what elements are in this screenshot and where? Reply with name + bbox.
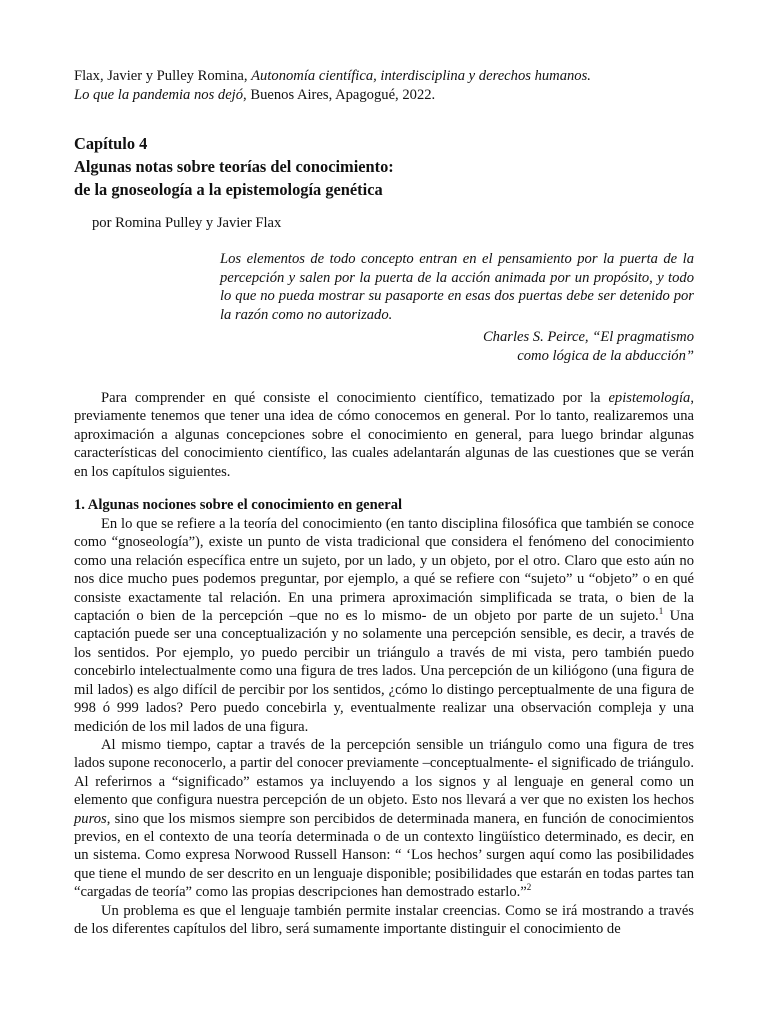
citation-book-title: Autonomía científica, interdisciplina y derechos humanos. [251,68,591,84]
intro-text-1: Para comprender en qué consiste el conocimiento científico, tematizado por la [101,390,609,406]
footnote-ref-2[interactable]: 2 [526,882,532,893]
section-1-paragraph-1 [74,515,694,736]
intro-emphasis: epistemología [608,390,691,406]
epigraph-author-line-2: como lógica de la abducción” [517,347,694,364]
epigraph-quote: Los elementos de todo concepto entran en el pensamiento por la puerta de la percepción y salen por la puerta de la acción animada por un propósito, y todo lo que no pueda mostrar su pasaporte en esas dos puertas debe ser detenido por la razón como no autorizado. [220,251,694,323]
book-citation [74,67,694,105]
section-1-title: 1. Algunas nociones sobre el conocimiento en general [74,497,403,514]
chapter-title-line-2: de la gnoseología a la epistemología genética [74,180,383,199]
paragraph-1-text-1: En lo que se refiere a la teoría del conocimiento (en tanto disciplina filosófica que también se conoce como “gnoseología”), existe un punto de vista tradicional que considera el fenómeno del conocimiento como una relación específica entre un sujeto, por un lado, y un objeto, por el otro. Claro que esto aún no nos dice mucho pues podemos preguntar, por ejemplo, a qué se refiere con “sujeto” u “objeto” o en qué consiste exactamente tal relación. En una primera aproximación simplificada se trata, o bien de la captación o bien de la percepción –que no es lo mismo- de un objeto por parte de un sujeto. [74,516,694,625]
intro-text-2: , previamente tenemos que tener una idea de cómo conocemos en general. Por lo tanto, realizaremos una aproximación a algunas concepciones sobre el conocimiento en general, para luego brindar algunas características del conocimiento científico, las cuales adelantarán algunas de las cuestiones que se verán en los capítulos siguientes. [74,390,694,480]
chapter-heading [74,132,694,201]
paragraph-2-emphasis: puros [74,810,107,827]
paragraph-2-text-1: Al mismo tiempo, captar a través de la percepción sensible un triángulo como una figura de tres lados supone reconocerlo, a partir del conocer previamente –conceptualmente- el significado de triángulo. Al referirnos a “significado” estamos ya incluyendo a los signos y al lenguaje en general como un elemento que configura nuestra percepción de un objeto. Esto nos llevará a ver que no existen los hechos [74,736,694,809]
chapter-byline: por Romina Pulley y Javier Flax [92,215,282,231]
citation-publisher: , Buenos Aires, Apagogué, 2022. [243,87,436,103]
citation-book-subtitle: Lo que la pandemia nos dejó [74,87,244,103]
chapter-title-line-1: Algunas notas sobre teorías del conocimiento: [74,157,394,176]
paragraph-2-text-2: , sino que los mismos siempre son percibidos de determinada manera, en función de conocimientos previos, en el contexto de una teoría determinada o de un contexto lingüístico determinado, es decir, en un sistema. Como expresa Norwood Russell Hanson: “ ‘Los hechos’ surgen aquí como las posibilidades que tiene el mundo de ser descrito en un lenguaje disponible; posibilidades que estarán en todas partes tan “cargadas de teoría” como las propias descripciones han demostrado estarlo.” [74,810,694,901]
chapter-number: Capítulo 4 [74,134,148,153]
section-1-paragraph-2 [74,736,694,902]
footnote-ref-1[interactable]: 1 [658,606,664,617]
section-1-paragraph-3: Un problema es que el lenguaje también permite instalar creencias. Como se irá mostrando a través de los diferentes capítulos del libro, será sumamente importante distinguir el conocimiento de [74,902,694,937]
intro-paragraph [74,389,694,481]
epigraph-attribution [220,328,694,365]
citation-authors: Flax, Javier y Pulley Romina, [74,68,252,84]
epigraph-author-line-1: Charles S. Peirce, “El pragmatismo [482,329,694,345]
paragraph-1-text-2: Una captación puede ser una conceptualización y no solamente una percepción sensible, es decir, a través de los sentidos. Por ejemplo, yo puedo percibir un triángulo a través de mi vista, pero también puedo concebirlo intelectualmente como una figura de tres lados. Una percepción de un kiliógono (una figura de mil lados) es algo difícil de percibir por los sentidos, ¿cómo lo distingo perceptualmente de una figura de 998 ó 999 lados? Pero puedo concebirla y, eventualmente realizar una observación compleja y una medición de los mil lados de una figura. [74,608,694,735]
